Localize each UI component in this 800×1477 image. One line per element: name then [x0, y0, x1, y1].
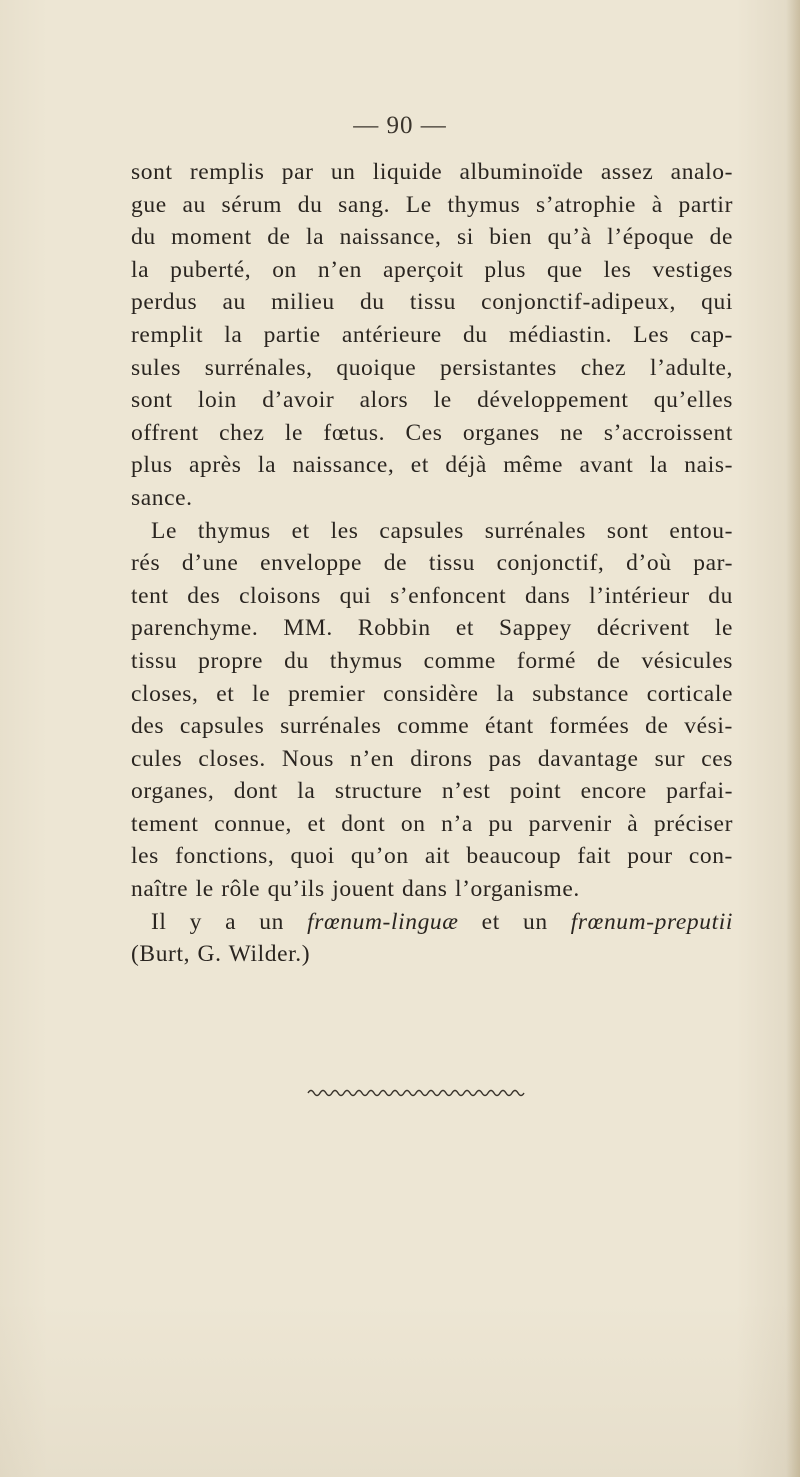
text-line: perdus au milieu du tissu conjonctif-adipeux, qui [131, 289, 733, 316]
text-line: parenchyme. MM. Robbin et Sappey décrivent le [131, 615, 733, 642]
page-edge-shadow [786, 0, 800, 1477]
latin-term-frenum-linguae: frœnum-linguæ [307, 908, 459, 935]
text-line: closes, et le premier considère la substance corticale [131, 680, 733, 707]
text-line: offrent chez le fœtus. Ces organes ne s’accroissent [131, 419, 733, 446]
text-line: plus après la naissance, et déjà même avant la nais- [131, 452, 733, 479]
text-line: sont remplis par un liquide albuminoïde assez analo- [131, 159, 733, 185]
latin-term-frenum-preputii: frœnum-preputii [570, 908, 733, 935]
paragraph-2 [131, 515, 733, 906]
text-line: des capsules surrénales comme étant formées de vési- [131, 713, 733, 740]
text-line: gue au sérum du sang. Le thymus s’atrophie à partir [131, 191, 733, 218]
text-line: rés d’une enveloppe de tissu conjonctif, d’où par- [131, 550, 733, 577]
citation: (Burt, G. Wilder.) [131, 941, 311, 968]
text-line: Le thymus et les capsules surrénales sont entou- [151, 517, 733, 544]
text-line: naître le rôle qu’ils jouent dans l’organisme. [131, 876, 580, 903]
text-line: la puberté, on n’en aperçoit plus que les vestiges [131, 256, 733, 283]
text-line: tissu propre du thymus comme formé de vésicules [131, 647, 733, 674]
text-line: remplit la partie antérieure du médiastin. Les cap- [131, 321, 733, 348]
wavy-rule-ornament [306, 1086, 528, 1100]
text-line: du moment de la naissance, si bien qu’à l’époque de [131, 224, 733, 251]
paragraph-1 [131, 156, 733, 515]
text-line: cules closes. Nous n’en dirons pas davantage sur ces [131, 745, 733, 772]
text-run: Il y a un [151, 908, 308, 935]
text-line: tent des cloisons qui s’enfoncent dans l’intérieur du [131, 582, 733, 609]
paragraph-3 [131, 906, 733, 971]
text-line: tement connue, et dont on n’a pu parvenir à préciser [131, 810, 733, 837]
text-line: sules surrénales, quoique persistantes chez l’adulte, [131, 354, 733, 381]
text-line: les fonctions, quoi qu’on ait beaucoup fait pour con- [131, 843, 733, 870]
text-line [131, 906, 733, 939]
text-line: sont loin d’avoir alors le développement qu’elles [131, 387, 733, 414]
text-line: organes, dont la structure n’est point encore parfai- [131, 778, 733, 805]
text-run: et un [458, 908, 571, 935]
body-text [131, 156, 733, 971]
page-number: — 90 — [353, 112, 447, 139]
text-line: sance. [131, 484, 193, 511]
